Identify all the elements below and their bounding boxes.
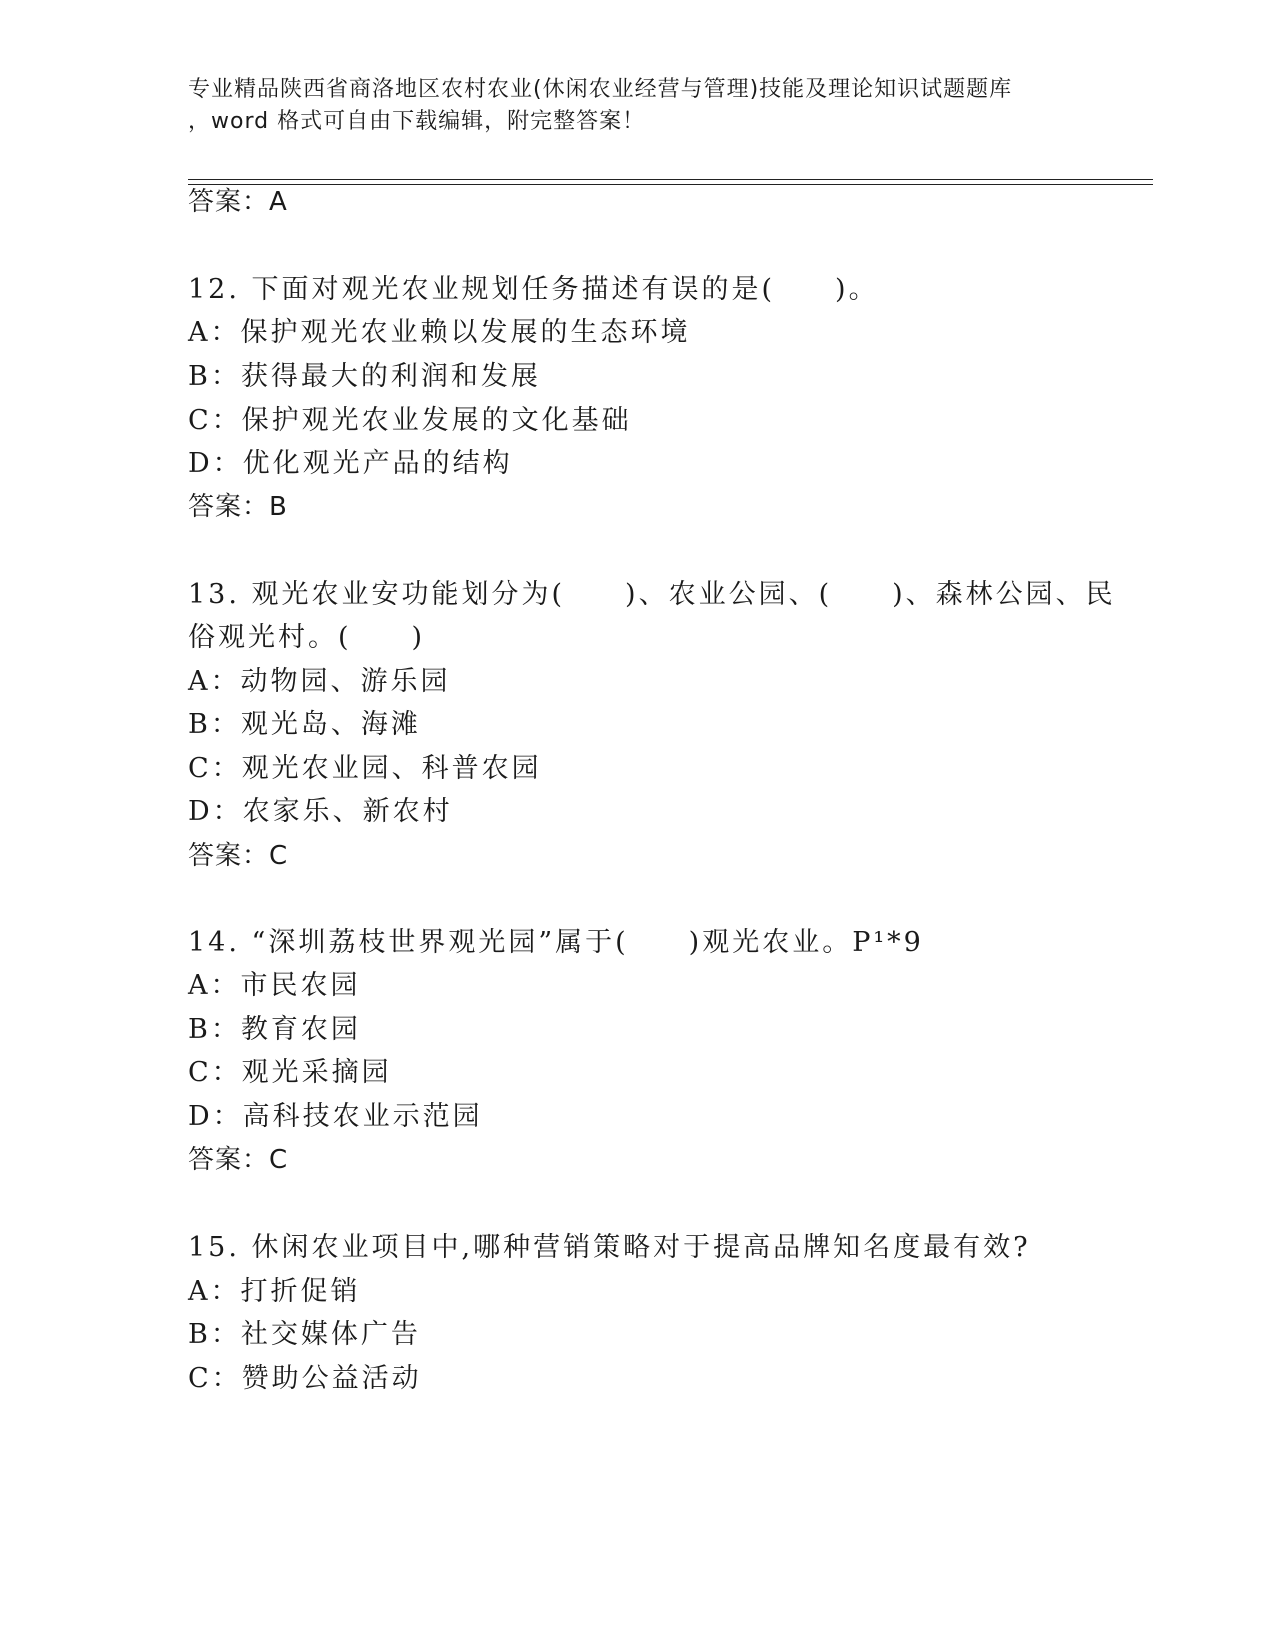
header-divider-top (188, 179, 1153, 180)
question-14-option-c: C：观光采摘园 (188, 1057, 392, 1088)
question-13-option-b: B：观光岛、海滩 (188, 709, 421, 740)
question-14-text: 14. “深圳荔枝世界观光园”属于( )观光农业。P¹*9 (188, 927, 924, 958)
question-12-option-b: B：获得最大的利润和发展 (188, 361, 541, 392)
answer-q13: 答案：C (188, 841, 289, 871)
question-13-text-line1: 13. 观光农业安功能划分为( )、农业公园、( )、森林公园、民 (188, 579, 1116, 610)
question-13-option-a: A：动物园、游乐园 (188, 666, 451, 697)
question-14-option-a: A：市民农园 (188, 970, 361, 1001)
answer-q14: 答案：C (188, 1145, 289, 1175)
question-12-option-a: A：保护观光农业赖以发展的生态环境 (188, 317, 691, 348)
question-15-option-b: B：社交媒体广告 (188, 1319, 421, 1350)
question-12-option-d: D：优化观光产品的结构 (188, 448, 513, 479)
answer-q12: 答案：B (188, 492, 288, 522)
question-13-text-line2: 俗观光村。( ) (188, 622, 426, 653)
question-15-option-a: A：打折促销 (188, 1276, 361, 1307)
question-15-text: 15. 休闲农业项目中,哪种营销策略对于提高品牌知名度最有效? (188, 1232, 1031, 1263)
question-15-option-c: C：赞助公益活动 (188, 1363, 422, 1394)
question-14-option-d: D：高科技农业示范园 (188, 1101, 483, 1132)
header-divider-bottom (188, 184, 1153, 185)
answer-q11: 答案：A (188, 187, 288, 217)
question-12-option-c: C：保护观光农业发展的文化基础 (188, 405, 632, 436)
question-13-option-c: C：观光农业园、科普农园 (188, 753, 542, 784)
question-14-option-b: B：教育农园 (188, 1014, 361, 1045)
header-subtitle-line: ，word 格式可自由下载编辑，附完整答案！ (188, 109, 646, 134)
header-title-line: 专业精品陕西省商洛地区农村农业(休闲农业经营与管理)技能及理论知识试题题库 (188, 77, 1013, 102)
question-13-option-d: D：农家乐、新农村 (188, 796, 453, 827)
question-12-text: 12. 下面对观光农业规划任务描述有误的是( )。 (188, 274, 879, 305)
document-header (188, 74, 1088, 138)
